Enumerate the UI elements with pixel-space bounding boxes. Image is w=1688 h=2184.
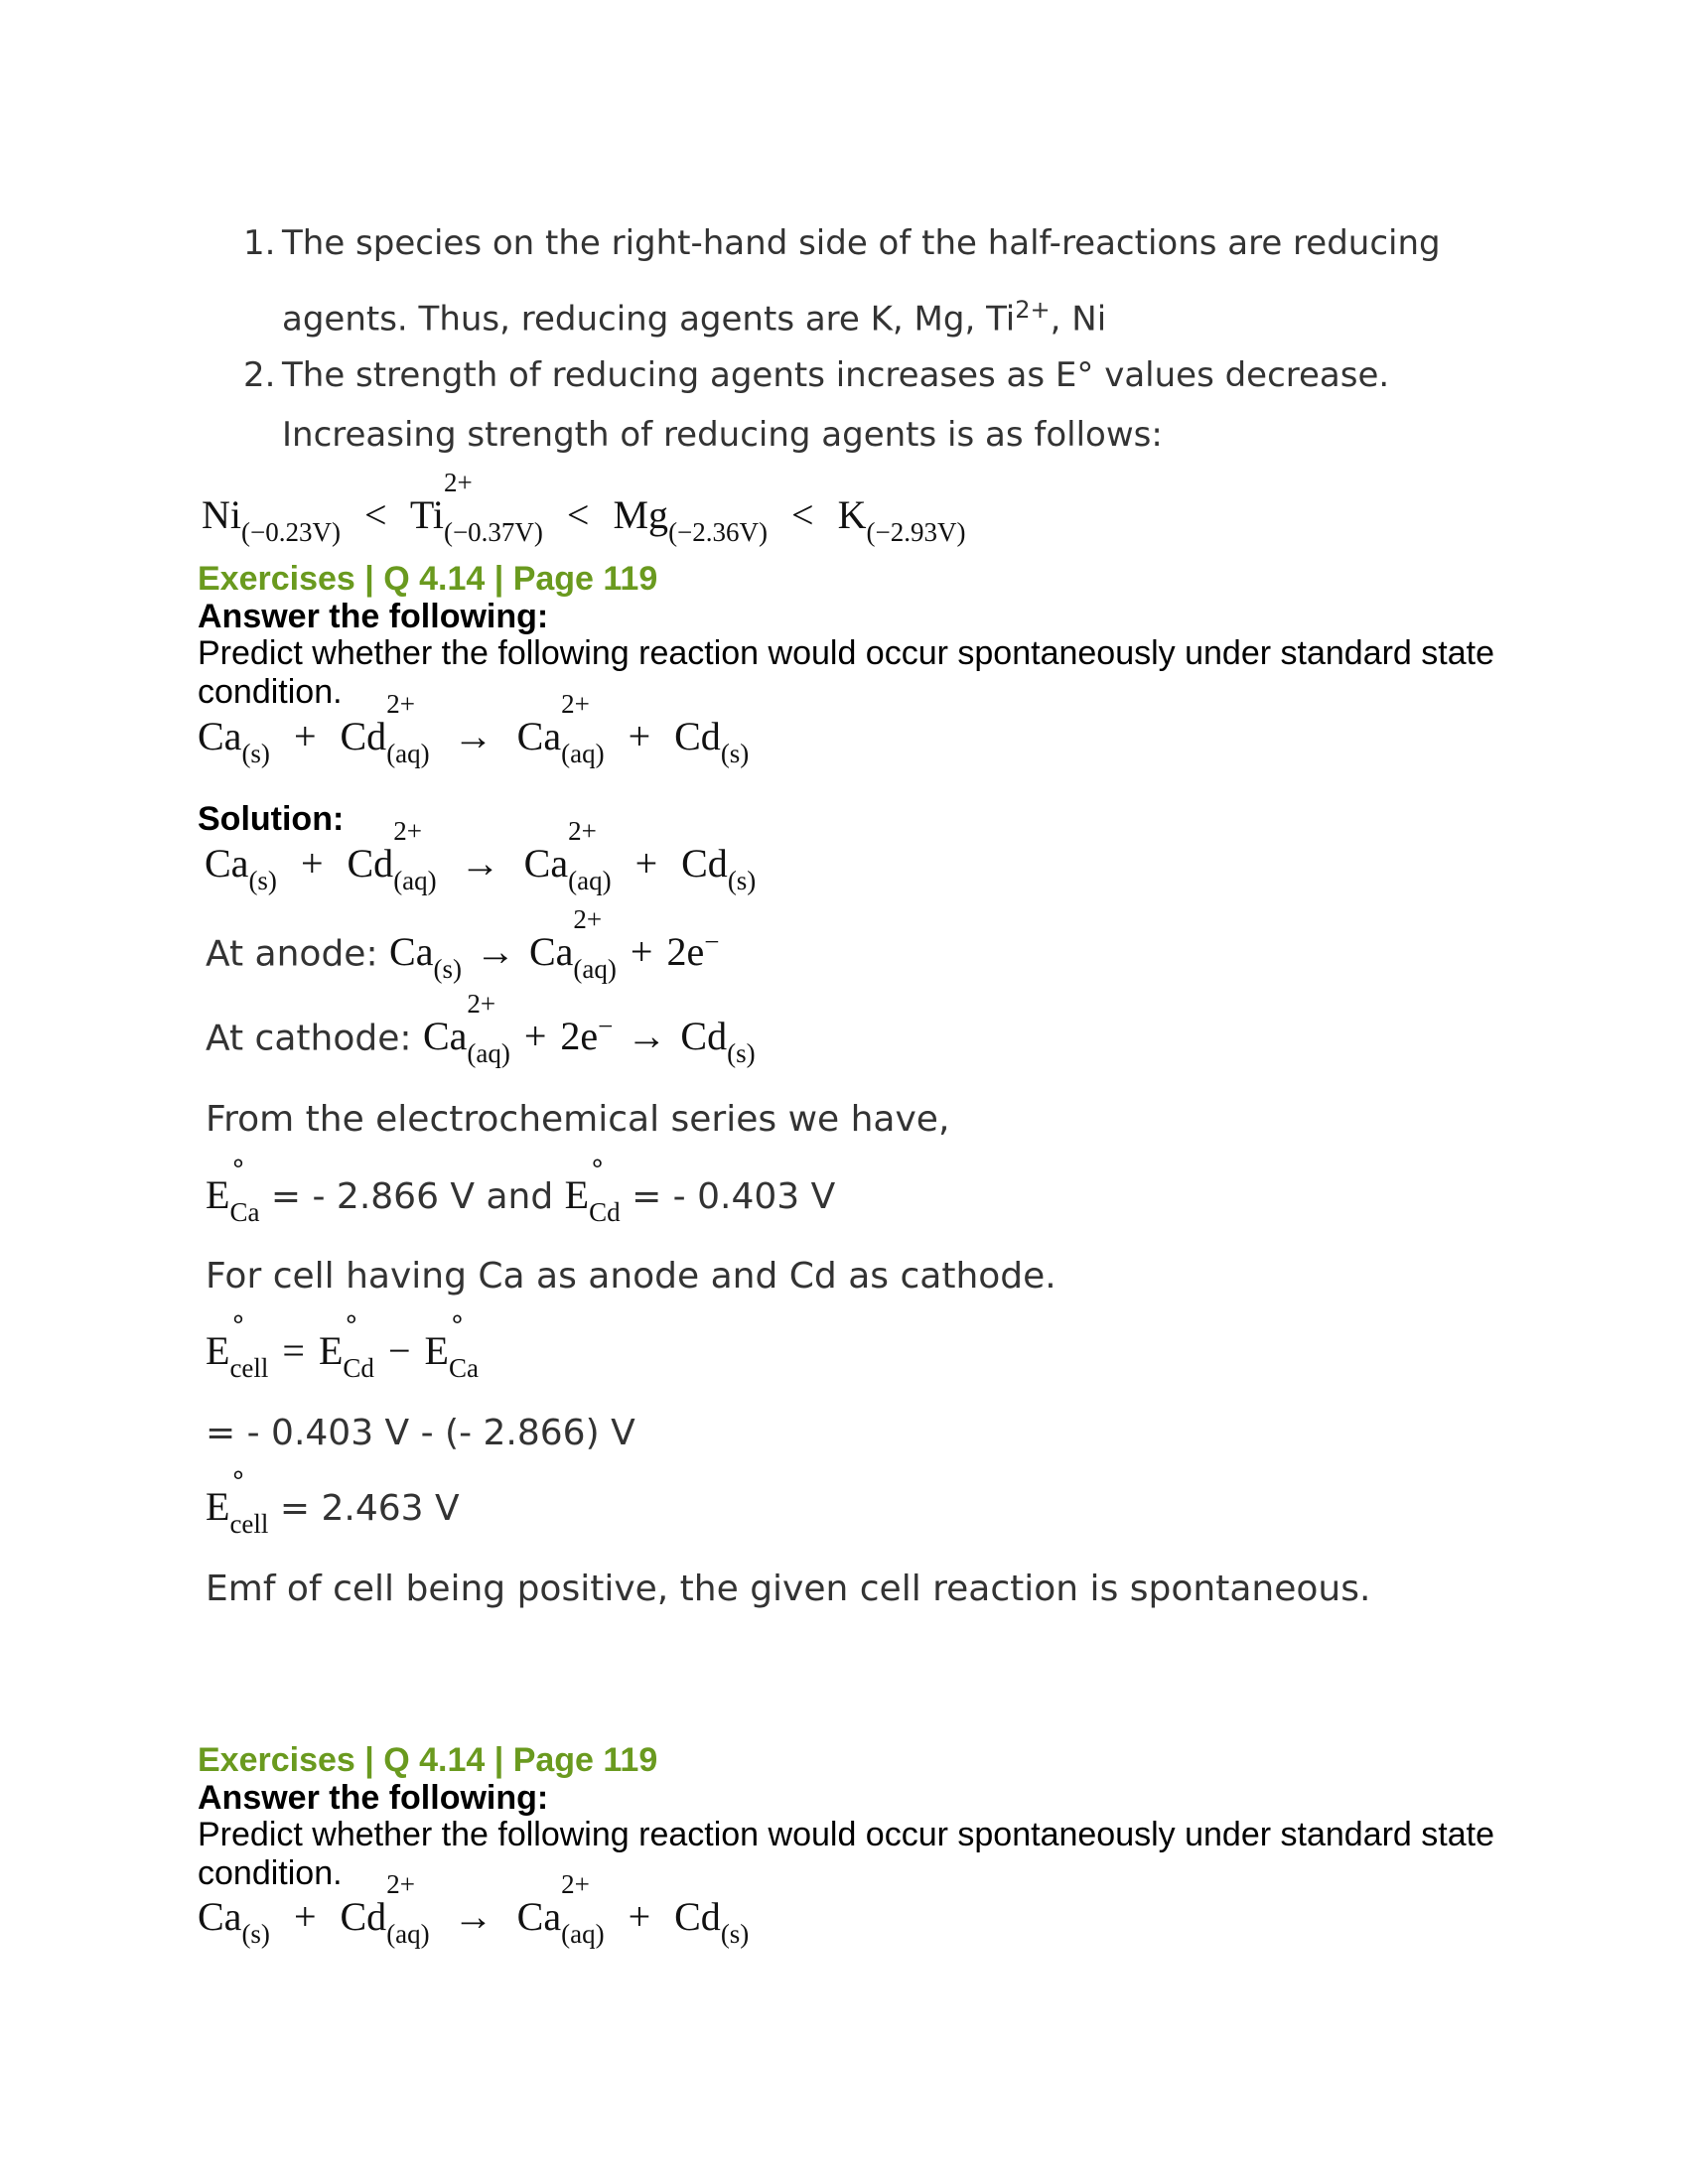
- math-subscript: (s): [248, 866, 277, 895]
- math-symbol: Cd: [340, 1894, 387, 1939]
- anode-label: At anode:: [206, 933, 390, 975]
- math-symbol: Cd: [674, 1894, 721, 1939]
- math-subscript: (s): [241, 1919, 270, 1949]
- math-symbol: Cd: [340, 714, 387, 758]
- math-operator: +: [628, 714, 651, 758]
- list-text: The strength of reducing agents increases as E° values decrease.: [282, 355, 1390, 395]
- question-prompt: Answer the following:: [198, 598, 549, 635]
- math-superscript: 2+: [443, 468, 473, 497]
- series-text: From the electrochemical series we have,: [206, 1099, 950, 1140]
- math-subscript: (−0.23V): [241, 517, 341, 547]
- math-superscript: 2+: [561, 1869, 590, 1899]
- math-symbol: Ca: [528, 929, 574, 975]
- math-superscript: 2+: [573, 904, 603, 935]
- math-symbol: E: [206, 1328, 230, 1373]
- math-superscript: ∘: [448, 1303, 466, 1333]
- list-text-line: [282, 295, 1106, 341]
- question-text-line: Predict whether the following reaction would occur spontaneously under standard state: [198, 634, 1494, 672]
- math-symbol: Cd: [347, 841, 394, 886]
- math-superscript: 2+: [386, 689, 415, 719]
- cell-text: For cell having Ca as anode and Cd as cathode.: [206, 1256, 1056, 1297]
- math-superscript: 2+: [467, 989, 496, 1020]
- math-subscript: (s): [433, 954, 462, 985]
- math-symbol: E: [424, 1328, 449, 1373]
- math-symbol: 2e: [560, 1014, 599, 1059]
- math-subscript: Ca: [448, 1353, 479, 1383]
- math-symbol: Cd: [681, 841, 728, 886]
- question-text-line: Predict whether the following reaction would occur spontaneously under standard state: [198, 1816, 1494, 1853]
- result-value: = 2.463 V: [268, 1488, 460, 1529]
- standard-potentials: [206, 1148, 836, 1227]
- cathode-label: At cathode:: [206, 1018, 423, 1059]
- math-superscript: −: [598, 1012, 614, 1041]
- question-heading[interactable]: Exercises | Q 4.14 | Page 119: [198, 560, 658, 598]
- math-subscript: (−2.36V): [668, 517, 769, 547]
- math-operator: +: [523, 1014, 547, 1059]
- math-operator: <: [566, 492, 590, 537]
- question-prompt: Answer the following:: [198, 1779, 549, 1817]
- math-symbol: Ca: [389, 929, 434, 975]
- math-subscript: (aq): [561, 1919, 605, 1949]
- math-superscript: 2+: [568, 816, 597, 846]
- list-number: 2.: [243, 355, 276, 395]
- list-number: 1.: [243, 223, 276, 263]
- math-symbol: Ni: [202, 492, 241, 537]
- potential-value: = - 0.403 V: [620, 1176, 836, 1217]
- math-symbol: Ti: [409, 492, 444, 537]
- math-subscript: (s): [727, 1038, 756, 1069]
- math-operator: +: [630, 929, 653, 975]
- math-operator: +: [628, 1894, 651, 1939]
- math-subscript: Cd: [343, 1353, 374, 1383]
- math-superscript: −: [704, 927, 720, 957]
- math-symbol: 2e: [666, 929, 705, 975]
- superscript: 2+: [1015, 296, 1051, 324]
- math-operator: →: [453, 1894, 493, 1939]
- math-subscript: (aq): [386, 1919, 430, 1949]
- math-operator: =: [282, 1328, 305, 1373]
- list-text: agents. Thus, reducing agents are K, Mg, Ti: [282, 299, 1016, 340]
- math-subscript: cell: [229, 1509, 269, 1539]
- math-symbol: Ca: [516, 1894, 562, 1939]
- math-symbol: Cd: [674, 714, 721, 758]
- math-symbol: Ca: [516, 714, 562, 758]
- math-superscript: 2+: [386, 1869, 415, 1899]
- math-symbol: Ca: [205, 841, 249, 886]
- math-superscript: ∘: [589, 1148, 607, 1177]
- math-subscript: (aq): [573, 954, 617, 985]
- question-heading[interactable]: Exercises | Q 4.14 | Page 119: [198, 1741, 658, 1779]
- math-operator: <: [363, 492, 387, 537]
- math-subscript: (aq): [393, 866, 437, 895]
- math-subscript: Ca: [229, 1197, 260, 1227]
- list-text: , Ni: [1050, 299, 1107, 340]
- math-operator: +: [300, 841, 324, 886]
- math-subscript: cell: [229, 1353, 269, 1383]
- math-superscript: ∘: [229, 1459, 247, 1489]
- cell-emf-equation: [206, 1303, 479, 1383]
- math-symbol: Cd: [680, 1014, 728, 1059]
- calculation-line: = - 0.403 V - (- 2.866) V: [206, 1413, 635, 1453]
- math-symbol: Mg: [613, 492, 669, 537]
- math-subscript: (aq): [386, 739, 430, 768]
- question-text-line: condition.: [198, 1854, 343, 1892]
- math-symbol: E: [206, 1172, 230, 1217]
- math-subscript: (s): [720, 1919, 750, 1949]
- math-symbol: Ca: [523, 841, 569, 886]
- question-text-line: condition.: [198, 673, 343, 711]
- math-symbol: K: [837, 492, 867, 537]
- list-text: The species on the right-hand side of the half-reactions are reducing: [282, 223, 1441, 263]
- reducing-order-equation: [202, 468, 966, 547]
- math-subscript: (aq): [467, 1038, 510, 1069]
- math-operator: −: [387, 1328, 411, 1373]
- math-superscript: ∘: [229, 1303, 247, 1333]
- math-subscript: (s): [241, 739, 270, 768]
- math-subscript: (s): [727, 866, 757, 895]
- math-operator: →: [453, 714, 493, 758]
- math-superscript: ∘: [343, 1303, 360, 1333]
- list-text: Increasing strength of reducing agents is as follows:: [282, 415, 1163, 455]
- math-operator: +: [293, 714, 317, 758]
- math-subscript: Cd: [589, 1197, 621, 1227]
- math-superscript: 2+: [393, 816, 422, 846]
- math-symbol: E: [564, 1172, 590, 1217]
- anode-reaction: [206, 904, 720, 985]
- solution-label: Solution:: [198, 800, 345, 838]
- math-subscript: (−2.93V): [866, 517, 966, 547]
- potential-value: = - 2.866 V and: [259, 1176, 565, 1217]
- math-superscript: 2+: [561, 689, 590, 719]
- math-operator: +: [634, 841, 658, 886]
- conclusion-text: Emf of cell being positive, the given cell reaction is spontaneous.: [206, 1569, 1371, 1609]
- math-operator: →: [475, 929, 515, 975]
- math-subscript: (−0.37V): [443, 517, 543, 547]
- math-subscript: (aq): [561, 739, 605, 768]
- math-superscript: ∘: [229, 1148, 247, 1177]
- cathode-reaction: [206, 989, 756, 1069]
- math-operator: →: [460, 841, 500, 886]
- math-symbol: Ca: [198, 1894, 242, 1939]
- math-operator: +: [293, 1894, 317, 1939]
- math-symbol: Ca: [422, 1014, 468, 1059]
- math-operator: →: [627, 1014, 667, 1059]
- math-symbol: Ca: [198, 714, 242, 758]
- math-symbol: E: [318, 1328, 344, 1373]
- math-operator: <: [791, 492, 814, 537]
- math-subscript: (aq): [568, 866, 612, 895]
- math-subscript: (s): [720, 739, 750, 768]
- result-line: [206, 1459, 460, 1539]
- math-symbol: E: [206, 1484, 230, 1529]
